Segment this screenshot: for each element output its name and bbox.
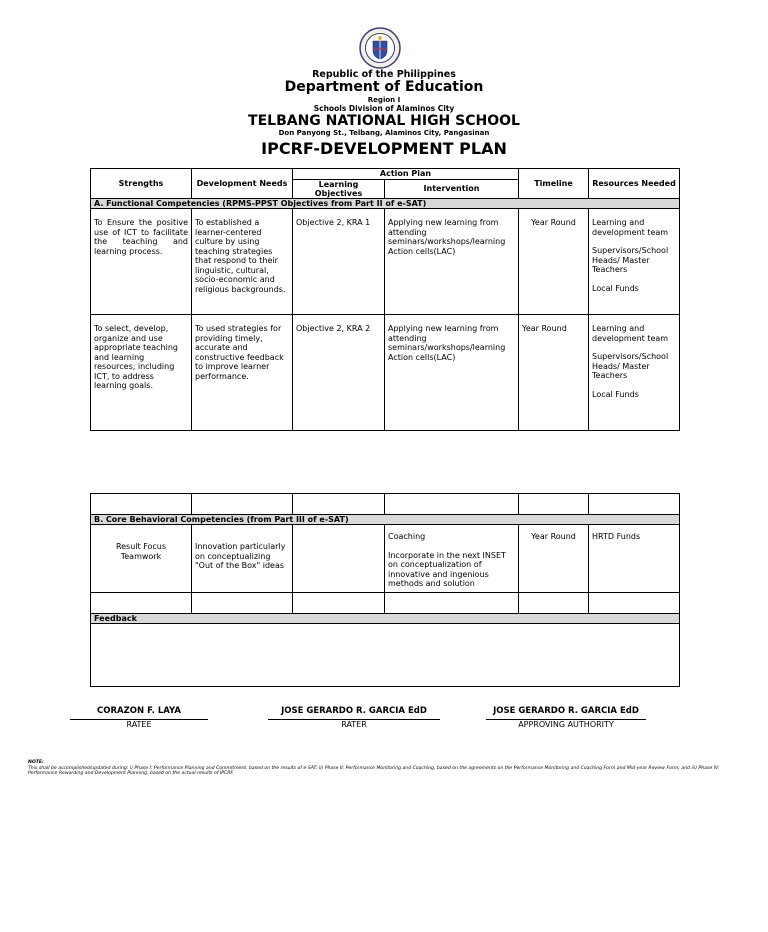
resource-item: Supervisors/School Heads/ Master Teachers bbox=[592, 246, 669, 274]
header-intervention: Intervention bbox=[385, 180, 519, 199]
intervention-item: Coaching bbox=[388, 532, 426, 541]
development-need-cell: To established a learner-centered culture by using teaching strategies that respond to their linguistic, cultural, socio-economic and religious backgrounds. bbox=[192, 209, 293, 315]
strength-item: Result Focus bbox=[115, 542, 167, 551]
footnote bbox=[28, 760, 748, 777]
signature-rater bbox=[268, 706, 440, 729]
table-row bbox=[91, 494, 680, 515]
signatory-name: JOSE GERARDO R. GARCIA EdD bbox=[281, 706, 427, 716]
resources-cell bbox=[589, 209, 680, 315]
intervention-cell: Applying new learning from attending seminars/workshops/learning Action cells(LAC) bbox=[385, 209, 519, 315]
objective-cell: Objective 2, KRA 1 bbox=[293, 209, 385, 315]
header-strengths: Strengths bbox=[91, 169, 192, 199]
empty-cell bbox=[519, 593, 589, 614]
timeline-cell: Year Round bbox=[519, 315, 589, 431]
signature-approving-authority bbox=[486, 706, 646, 729]
resource-item: Supervisors/School Heads/ Master Teachers bbox=[592, 352, 669, 380]
section-a-title: A. Functional Competencies (RPMS-PPST Objectives from Part II of e-SAT) bbox=[91, 199, 680, 209]
strength-cell: To select, develop, organize and use appropriate teaching and learning resources, including ICT, to address learning goals. bbox=[91, 315, 192, 431]
empty-cell bbox=[385, 593, 519, 614]
strength-cell bbox=[91, 525, 192, 593]
section-b-title: B. Core Behavioral Competencies (from Part III of e-SAT) bbox=[91, 515, 680, 525]
region-heading: Region I bbox=[367, 96, 401, 104]
empty-cell bbox=[589, 593, 680, 614]
signatory-role: RATER bbox=[341, 720, 367, 729]
strength-item: Teamwork bbox=[120, 551, 162, 561]
intervention-cell: Applying new learning from attending seminars/workshops/learning Action cells(LAC) bbox=[385, 315, 519, 431]
school-address: Don Panyong St., Telbang, Alaminos City, Pangasinan bbox=[278, 129, 490, 137]
empty-cell bbox=[293, 593, 385, 614]
resources-cell bbox=[589, 315, 680, 431]
intervention-cell bbox=[385, 525, 519, 593]
timeline-cell: Year Round bbox=[519, 209, 589, 315]
resource-item: Local Funds bbox=[592, 283, 639, 293]
table-row bbox=[91, 525, 680, 593]
signatory-name: JOSE GERARDO R. GARCIA EdD bbox=[493, 706, 639, 716]
resource-item: Learning and development team bbox=[592, 324, 669, 343]
note-label: NOTE: bbox=[28, 760, 44, 765]
signatory-role: APPROVING AUTHORITY bbox=[518, 720, 614, 729]
development-need-cell: To used strategies for providing timely, accurate and constructive feedback to improve learner performance. bbox=[192, 315, 293, 431]
header-action-plan: Action Plan bbox=[293, 169, 519, 180]
page-title: IPCRF-DEVELOPMENT PLAN bbox=[261, 139, 507, 158]
empty-cell bbox=[293, 494, 385, 515]
table-row bbox=[91, 315, 680, 431]
table-row bbox=[91, 593, 680, 614]
timeline-cell: Year Round bbox=[519, 525, 589, 593]
strength-cell: To Ensure the positive use of ICT to facilitate the teaching and learning process. bbox=[91, 209, 192, 315]
header-development-needs: Development Needs bbox=[192, 169, 293, 199]
deped-seal-icon bbox=[359, 27, 401, 69]
republic-heading: Republic of the Philippines bbox=[312, 69, 456, 80]
feedback-label: Feedback bbox=[91, 614, 680, 624]
intervention-item: Incorporate in the next INSET on conceptualization of innovative and ingenious methods and solution bbox=[388, 550, 506, 588]
header-learning-objectives: Learning Objectives bbox=[293, 180, 385, 199]
note-text: This shall be accomplished/updated during: i) Phase I: Performance Planning and Commitment, based on the results of e-SAT; ii) Phase II: Performance Monitoring and Coaching, based on the agreements on the Performance Monitoring and Coaching Form and Mid-year Review Form; and iii) Phase IV: Performance Rewarding and Development Planning, based on the actual results of IPCRF. bbox=[28, 765, 720, 777]
core-competencies-table bbox=[90, 493, 680, 687]
objective-cell: Objective 2, KRA 2 bbox=[293, 315, 385, 431]
header-resources: Resources Needed bbox=[589, 169, 680, 199]
resource-item: Learning and development team bbox=[592, 218, 669, 237]
table-row bbox=[91, 209, 680, 315]
empty-cell bbox=[519, 494, 589, 515]
signatory-name: CORAZON F. LAYA bbox=[97, 706, 181, 716]
resource-item: Local Funds bbox=[592, 389, 639, 399]
signatory-role: RATEE bbox=[126, 720, 152, 729]
empty-cell bbox=[385, 494, 519, 515]
empty-cell bbox=[589, 494, 680, 515]
department-heading: Department of Education bbox=[284, 79, 484, 95]
resources-cell: HRTD Funds bbox=[589, 525, 680, 593]
school-heading: TELBANG NATIONAL HIGH SCHOOL bbox=[248, 113, 520, 129]
empty-cell bbox=[192, 593, 293, 614]
feedback-box[interactable] bbox=[91, 624, 680, 687]
development-need-cell: Innovation particularly on conceptualizing "Out of the Box" ideas bbox=[192, 525, 293, 593]
signature-ratee bbox=[70, 706, 208, 729]
empty-cell bbox=[91, 494, 192, 515]
division-heading: Schools Division of Alaminos City bbox=[313, 104, 455, 113]
development-plan-table bbox=[90, 168, 680, 431]
empty-cell bbox=[192, 494, 293, 515]
header-timeline: Timeline bbox=[519, 169, 589, 199]
objective-cell bbox=[293, 525, 385, 593]
empty-cell bbox=[91, 593, 192, 614]
